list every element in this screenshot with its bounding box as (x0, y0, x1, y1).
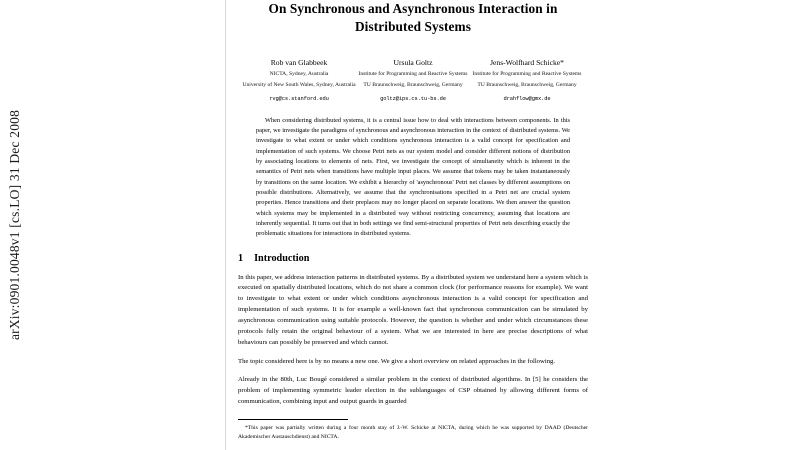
author-block-3 (470, 57, 584, 89)
author-affiliation-line-1: Institute for Programming and Reactive Systems (358, 71, 468, 78)
author-affiliation-line-2: University of New South Wales, Sydney, Australia (242, 82, 356, 88)
author-block-1 (242, 57, 356, 89)
author-affiliation-line-1: Institute for Programming and Reactive Systems (472, 71, 582, 78)
title-line-2: Distributed Systems (354, 18, 472, 34)
author-email-list (238, 96, 588, 102)
page-edge-divider (225, 0, 226, 450)
arxiv-identifier-stamp (0, 0, 30, 450)
author-email-1[interactable]: rvg@cs.stanford.edu (269, 95, 329, 102)
author-block-2 (356, 57, 470, 89)
footnote-separator (238, 419, 348, 420)
author-name: Rob van Glabbeek (270, 58, 328, 68)
paragraph-3: Already in the 80th, Luc Bougé considered a similar problem in the context of distributed algorithms. In [5] he considers the problem of implementing symmetric leader election in the sublanguages of CSP obtained by allowing different forms of communication, combining input and output guards in guarded (238, 376, 588, 406)
paragraph-2: The topic considered here is by no means a new one. We give a short overview on related approaches in the following. (238, 357, 556, 365)
section-number: 1 (238, 252, 244, 264)
author-email-2[interactable]: goltz@ips.cs.tu-bs.de (380, 95, 446, 102)
arxiv-identifier-text: arXiv:0901.0048v1 [cs.LO] 31 Dec 2008 (7, 109, 23, 341)
section-heading-introduction (238, 253, 588, 264)
author-affiliation-line-1: NICTA, Sydney, Australia (269, 71, 329, 78)
author-list (238, 57, 588, 89)
author-affiliation-line-2: TU Braunschweig, Braunschweig, Germany (363, 82, 463, 88)
paragraph-1: In this paper, we address interaction patterns in distributed systems. By a distributed system we understand here a system which is executed on spatially distributed locations, which do not share a common clock (for performance reasons for example). We want to investigate to what extent or under which conditions asynchronous interaction is a valid concept for specification and implementation of such systems. It is for example a well-known fact that synchronous communication can be simulated by asynchronous communication using suitable protocols. However, the question is whether and under which circumstances these protocols fully retain the original behaviour of a system. What we are interested in here are precise descriptions of what behaviours can possibly be preserved and which cannot. (238, 273, 588, 346)
footnote-text: *This paper was partially written during a four month stay of J.-W. Schicke at NICTA, during which he was supported by DAAD (Deutscher Akademischer Austauschdienst) and NICTA. (238, 424, 588, 440)
title-line-1: On Synchronous and Asynchronous Interaction in (268, 1, 558, 16)
author-email-3[interactable]: drahflow@gmx.de (503, 95, 551, 102)
author-name: Ursula Goltz (393, 58, 433, 68)
section-title: Introduction (254, 252, 310, 264)
abstract-text: When considering distributed systems, it is a central issue how to deal with interactions between components. In this paper, we investigate the paradigms of synchronous and asynchronous interaction in the context of distributed systems. We investigate to what extent or under which conditions synchronous interaction is a valid concept for specification and implementation of such systems. We choose Petri nets as our system model and consider different notions of distribution by associating locations to elements of nets. First, we investigate the concept of simultaneity which is inherent in the semantics of Petri nets when transitions have multiple input places. We assume that tokens may be taken instantaneously by transitions on the same location. We exhibit a hierarchy of 'asynchronous' Petri net classes by different assumptions on possible distributions. Alternatively, we assume that the synchronisations specified in a Petri net are crucial system properties. Hence transitions and their preplaces may no longer placed on separate locations. We then answer the question which systems may be implemented in a distributed way without restricting concurrency, assuming that locations are inherently sequential. It turns out that in both settings we find semi-structural properties of Petri nets describing exactly the problematic situations for interactions in distributed systems. (256, 116, 570, 238)
paper-content (238, 0, 588, 450)
author-name: Jens-Wolfhard Schicke* (490, 58, 564, 68)
author-affiliation-line-2: TU Braunschweig, Braunschweig, Germany (477, 82, 577, 88)
page-title (238, 0, 588, 35)
